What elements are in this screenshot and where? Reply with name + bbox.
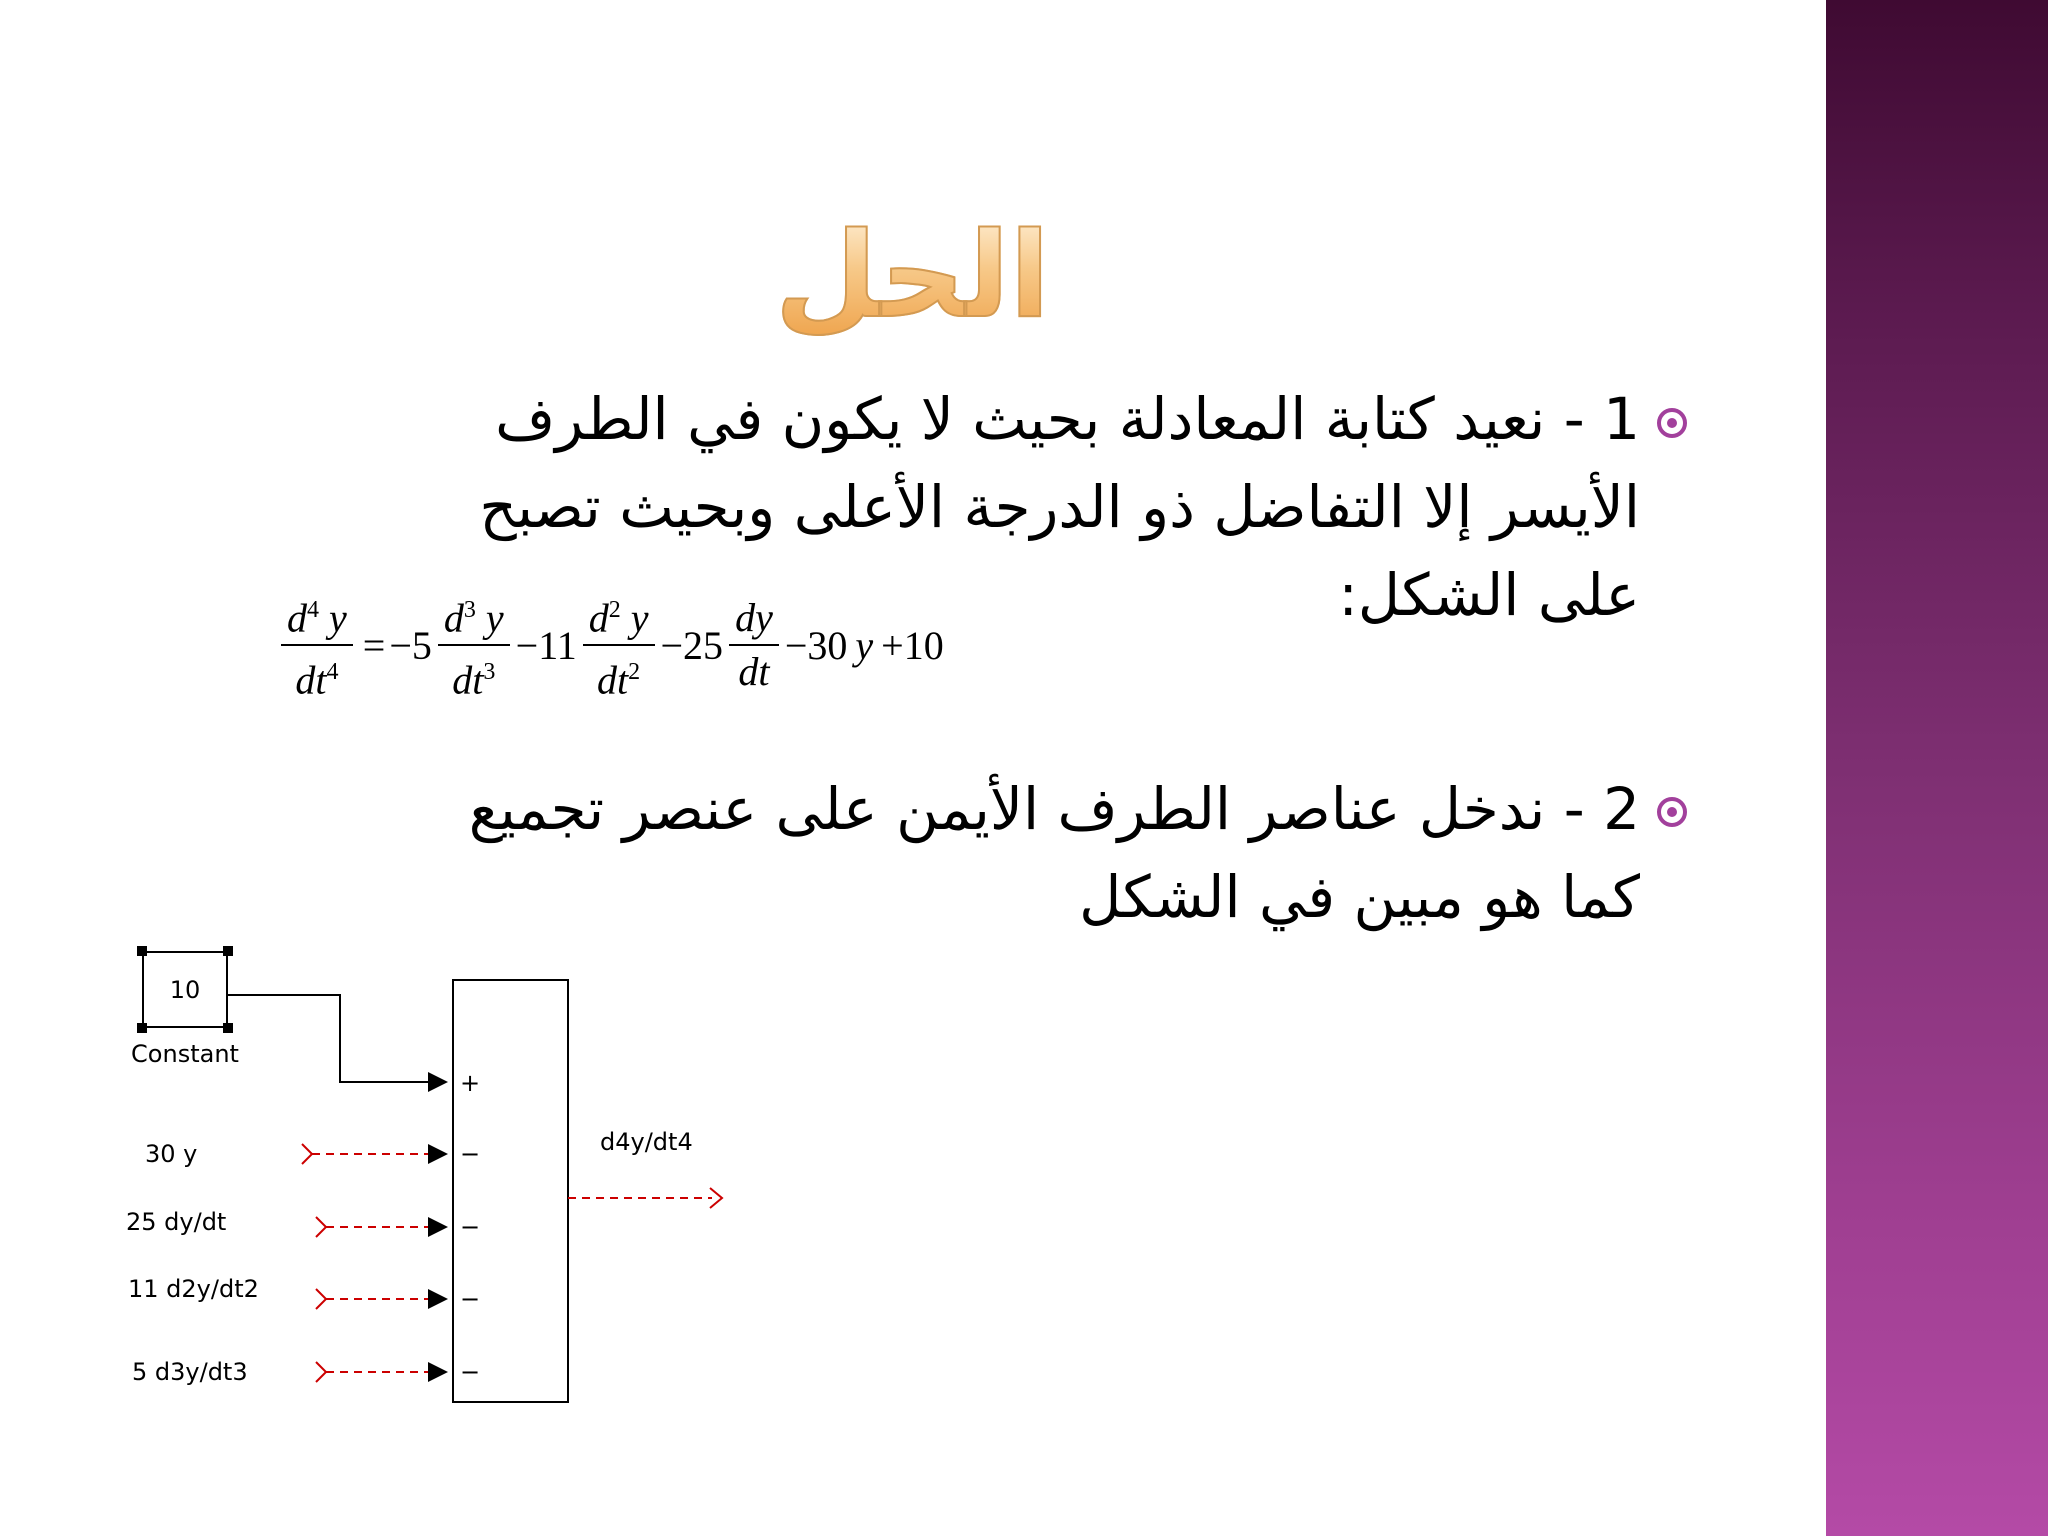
output-label: d4y/dt4 bbox=[600, 1128, 693, 1156]
term2-coef: −11 bbox=[515, 622, 577, 668]
port-sign-3: − bbox=[460, 1213, 481, 1241]
input-signal-2 bbox=[316, 1217, 448, 1237]
term1-coef: −5 bbox=[389, 622, 432, 668]
slide-title: الحل bbox=[774, 206, 1050, 344]
bullet-icon bbox=[1657, 797, 1687, 827]
term3-coef: −25 bbox=[660, 622, 724, 668]
input-arrow bbox=[428, 1072, 448, 1092]
constant-label: Constant bbox=[131, 1040, 239, 1068]
decorative-sidebar bbox=[1826, 0, 2048, 1536]
input-signal-3 bbox=[316, 1289, 448, 1309]
input-signal-1 bbox=[302, 1144, 448, 1164]
differential-equation bbox=[275, 585, 1095, 705]
term1-fraction: $\frac{d^3 y}{dt^3}$ bbox=[438, 584, 510, 707]
term3-fraction: $\frac{dy}{dt}$ bbox=[729, 592, 779, 698]
input-label-3: 11 d2y/dt2 bbox=[128, 1275, 259, 1303]
input-signal-4 bbox=[316, 1362, 448, 1382]
constant-value: 10 bbox=[169, 976, 201, 1004]
port-sign-1: + bbox=[460, 1069, 481, 1097]
term2-fraction: $\frac{d^2 y}{dt^2}$ bbox=[583, 584, 655, 707]
input-label-1: 30 y bbox=[145, 1140, 198, 1168]
sum-block-diagram bbox=[0, 930, 900, 1430]
equals-sign: = bbox=[362, 622, 386, 668]
term4-var: y bbox=[855, 622, 874, 668]
term5-const: +10 bbox=[881, 622, 944, 668]
constant-signal-line bbox=[227, 995, 428, 1082]
constant-block[interactable] bbox=[137, 946, 233, 1033]
step-2-text: 2 - ندخل عناصر الطرف الأيمن على عنصر تجميع كما هو مبين في الشكل bbox=[468, 775, 1640, 931]
step-1-text: 1 - نعيد كتابة المعادلة بحيث لا يكون في الطرف الأيسر إلا التفاضل ذو الدرجة الأعلى وبحيث تصبح على الشكل: bbox=[479, 385, 1640, 629]
term4-coef: −30 bbox=[784, 622, 848, 668]
port-sign-4: − bbox=[460, 1285, 481, 1313]
bullet-icon bbox=[1657, 408, 1687, 438]
lhs-fraction: $\frac{d^4 y}{dt^4}$ bbox=[281, 584, 353, 707]
sum-block[interactable] bbox=[453, 980, 568, 1402]
port-sign-5: − bbox=[460, 1358, 481, 1386]
input-label-2: 25 dy/dt bbox=[126, 1208, 227, 1236]
port-sign-2: − bbox=[460, 1140, 481, 1168]
input-label-4: 5 d3y/dt3 bbox=[132, 1358, 248, 1386]
output-signal bbox=[568, 1188, 722, 1208]
